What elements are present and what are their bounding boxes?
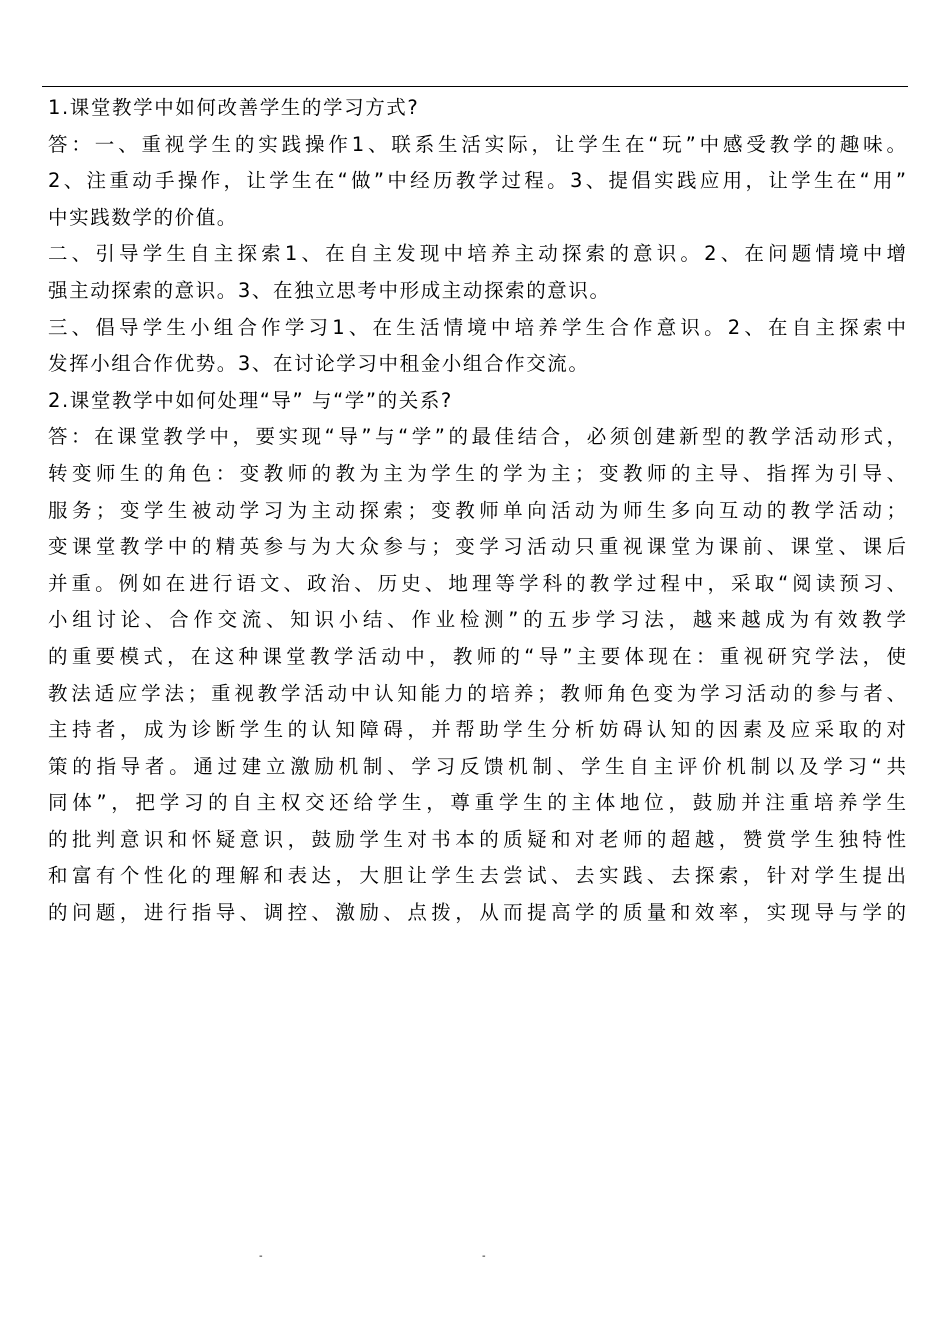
answer-1-line: 2、注重动手操作，让学生在“做”中经历教学过程。3、提倡实践应用，让学生在“用” <box>48 169 906 193</box>
answer-2-line: 答：在课堂教学中，要实现“导”与“学”的最佳结合，必须创建新型的教学活动形式， <box>48 425 906 449</box>
answer-1-line: 三、倡导学生小组合作学习1、在生活情境中培养学生合作意识。2、在自主探索中 <box>48 315 906 339</box>
answer-2-line: 转变师生的角色：变教师的教为主为学生的学为主；变教师的主导、指挥为引导、 <box>48 461 906 485</box>
answer-2-line: 服务；变学生被动学习为主动探索；变教师单向活动为师生多向互动的教学活动； <box>48 498 906 522</box>
answer-1-line: 答：一、重视学生的实践操作1、联系生活实际，让学生在“玩”中感受教学的趣味。 <box>48 132 906 156</box>
answer-2-line: 策的指导者。通过建立激励机制、学习反馈机制、学生自主评价机制以及学习“共 <box>48 754 906 778</box>
answer-1-line: 发挥小组合作优势。3、在讨论学习中租金小组合作交流。 <box>48 352 590 376</box>
answer-2-line: 的批判意识和怀疑意识，鼓励学生对书本的质疑和对老师的超越，赞赏学生独特性 <box>48 827 906 851</box>
answer-2-line: 的重要模式，在这种课堂教学活动中，教师的“导”主要体现在：重视研究学法，使 <box>48 644 906 668</box>
answer-2-line: 小组讨论、合作交流、知识小结、作业检测”的五步学习法，越来越成为有效教学 <box>48 608 906 632</box>
question-2-heading: 2.课堂教学中如何处理“导” 与“学”的关系? <box>48 388 453 412</box>
footer-left-mark: - <box>259 1251 263 1262</box>
document-body <box>48 90 906 932</box>
answer-1-line: 强主动探索的意识。3、在独立思考中形成主动探索的意识。 <box>48 278 611 302</box>
answer-1-line: 二、引导学生自主探索1、在自主发现中培养主动探索的意识。2、在问题情境中增 <box>48 242 906 266</box>
answer-2-line: 同体”，把学习的自主权交还给学生，尊重学生的主体地位，鼓励并注重培养学生 <box>48 791 906 815</box>
answer-1-line: 中实践数学的价值。 <box>48 205 238 229</box>
answer-2-line: 教法适应学法；重视教学活动中认知能力的培养；教师角色变为学习活动的参与者、 <box>48 681 906 705</box>
header-rule <box>42 86 908 87</box>
answer-2-line: 并重。例如在进行语文、政治、历史、地理等学科的教学过程中，采取“阅读预习、 <box>48 571 906 595</box>
answer-2-line: 的问题，进行指导、调控、激励、点拨，从而提高学的质量和效率，实现导与学的 <box>48 901 906 925</box>
answer-2-line: 主持者，成为诊断学生的认知障碍，并帮助学生分析妨碍认知的因素及应采取的对 <box>48 718 906 742</box>
question-1-heading: 1.课堂教学中如何改善学生的学习方式? <box>48 96 420 119</box>
footer-right-mark: - <box>482 1251 486 1262</box>
answer-2-line: 和富有个性化的理解和表达，大胆让学生去尝试、去实践、去探索，针对学生提出 <box>48 864 906 888</box>
answer-2-line: 变课堂教学中的精英参与为大众参与；变学习活动只重视课堂为课前、课堂、课后 <box>48 535 906 559</box>
